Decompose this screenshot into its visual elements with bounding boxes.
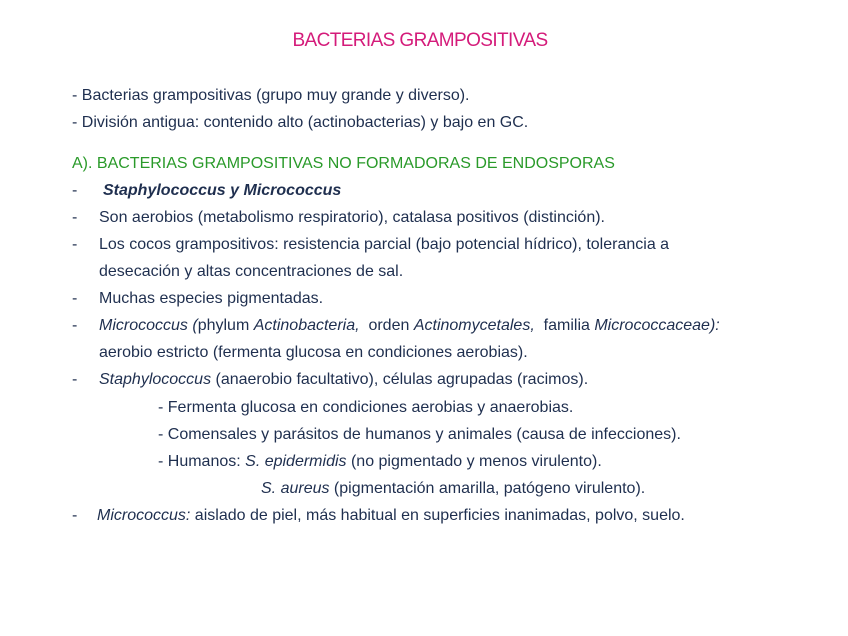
intro-line-2: - División antigua: contenido alto (actinobacterias) y bajo en GC.	[72, 114, 529, 131]
genus-name: Micrococcus:	[97, 507, 191, 524]
intro-line-1: - Bacterias grampositivas (grupo muy grande y diverso).	[72, 87, 470, 104]
section-heading: A). BACTERIAS GRAMPOSITIVAS NO FORMADORAS DE ENDOSPORAS	[72, 155, 615, 172]
list-item-text: Muchas especies pigmentadas.	[99, 290, 324, 307]
bullet-dash: -	[72, 290, 78, 307]
bullet-dash: -	[72, 209, 78, 226]
family-name: Micrococcaceae):	[594, 317, 720, 334]
plain-text: (no pigmentado y menos virulento).	[346, 453, 602, 470]
bullet-dash: -	[72, 507, 78, 524]
sub-list-item	[158, 452, 602, 472]
genus-name: Micrococcus (	[99, 317, 198, 334]
plain-text: familia	[534, 317, 595, 334]
sub-list-item: - Fermenta glucosa en condiciones aerobias y anaerobias.	[158, 399, 574, 416]
list-item-text: Los cocos grampositivos: resistencia parcial (bajo potencial hídrico), tolerancia a	[99, 236, 670, 253]
plain-text: phylum	[197, 317, 254, 334]
genus-heading: Staphylococcus y Micrococcus	[103, 182, 342, 199]
species-name: S. aureus	[261, 480, 330, 497]
list-item-text	[97, 506, 685, 526]
page-title: BACTERIAS GRAMPOSITIVAS	[292, 30, 548, 51]
plain-text: (pigmentación amarilla, patógeno virulento).	[329, 480, 646, 497]
list-item-continuation: aerobio estricto (fermenta glucosa en condiciones aerobias).	[99, 344, 528, 361]
bullet-dash: -	[72, 236, 78, 253]
plain-text: (anaerobio facultativo), células agrupadas (racimos).	[211, 371, 589, 388]
bullet-dash: -	[72, 317, 78, 334]
sub-list-item	[261, 479, 645, 499]
list-item-text	[99, 316, 720, 336]
plain-text: orden	[359, 317, 414, 334]
list-item-text: Son aerobios (metabolismo respiratorio), catalasa positivos (distinción).	[99, 209, 605, 226]
sub-list-item: - Comensales y parásitos de humanos y animales (causa de infecciones).	[158, 426, 681, 443]
bullet-dash: -	[72, 182, 78, 199]
species-name: S. epidermidis	[245, 453, 347, 470]
order-name: Actinomycetales,	[413, 317, 535, 334]
plain-text: aislado de piel, más habitual en superficies inanimadas, polvo, suelo.	[190, 507, 685, 524]
bullet-dash: -	[72, 371, 78, 388]
list-item-text	[99, 370, 588, 390]
genus-name: Staphylococcus	[99, 371, 212, 388]
phylum-name: Actinobacteria,	[253, 317, 360, 334]
plain-text: - Humanos:	[158, 453, 246, 470]
list-item-continuation: desecación y altas concentraciones de sal.	[99, 263, 404, 280]
